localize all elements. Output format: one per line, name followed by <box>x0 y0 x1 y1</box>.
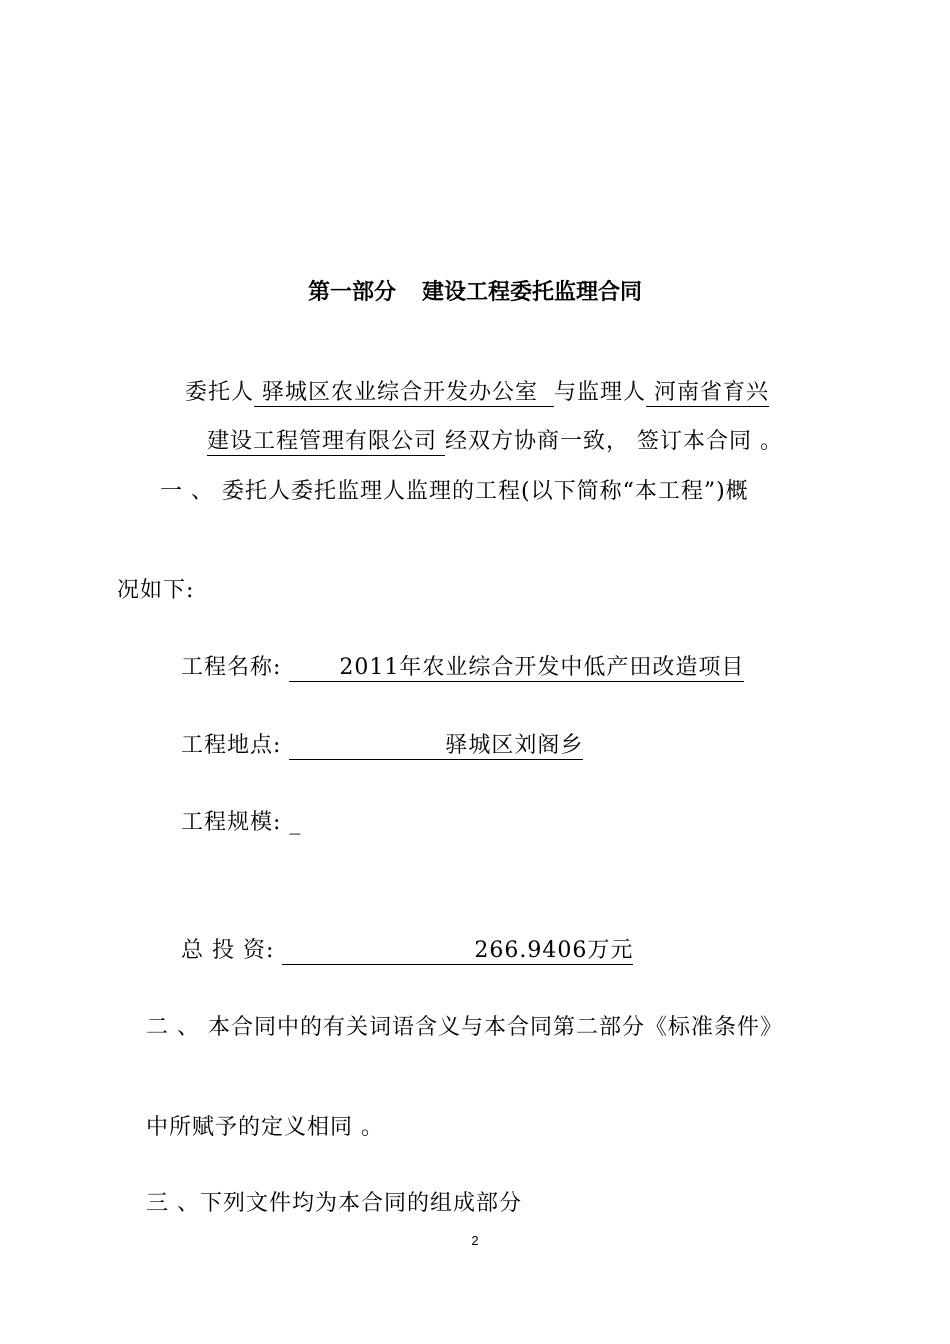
supervisor-label: 与监理人 <box>554 380 647 405</box>
supervisor-name-line2: 建设工程管理有限公司 <box>207 429 445 456</box>
agreement-text: 经双方协商一致， 签订本合同 。 <box>445 429 784 454</box>
page-title <box>0 279 950 307</box>
project-scale-label: 工程规模: <box>181 810 282 835</box>
project-name-value: 2011年农业综合开发中低产田改造项目 <box>289 655 744 682</box>
intro-line-1 <box>185 380 769 406</box>
supervisor-name-line1: 河南省育兴 <box>646 380 769 407</box>
project-scale-row <box>181 810 301 836</box>
clause-1-continuation: 况如下: <box>117 578 195 603</box>
title-part: 第一部分 <box>307 280 396 305</box>
clause-1: 一 、 委托人委托监理人监理的工程(以下简称“本工程”)概 <box>160 479 749 504</box>
clause-3: 三 、下列文件均为本合同的组成部分 <box>146 1191 522 1216</box>
title-name: 建设工程委托监理合同 <box>422 280 643 305</box>
client-name: 驿城区农业综合开发办公室 <box>254 380 554 407</box>
project-location-row <box>181 733 583 759</box>
project-name-label: 工程名称: <box>181 655 282 680</box>
clause-2-continuation: 中所赋予的定义相同 。 <box>146 1115 384 1140</box>
project-scale-value: _ <box>289 810 302 835</box>
project-location-value: 驿城区刘阁乡 <box>289 733 583 760</box>
intro-line-2 <box>207 429 783 455</box>
project-investment-value: 266.9406万元 <box>282 938 633 965</box>
project-location-label: 工程地点: <box>181 733 282 758</box>
client-label: 委托人 <box>185 380 255 405</box>
project-investment-row <box>181 938 633 964</box>
project-investment-label: 总 投 资: <box>181 938 275 963</box>
page-number: 2 <box>471 1233 479 1248</box>
project-name-row <box>181 655 744 681</box>
clause-2: 二 、 本合同中的有关词语含义与本合同第二部分《标准条件》 <box>146 1015 783 1040</box>
